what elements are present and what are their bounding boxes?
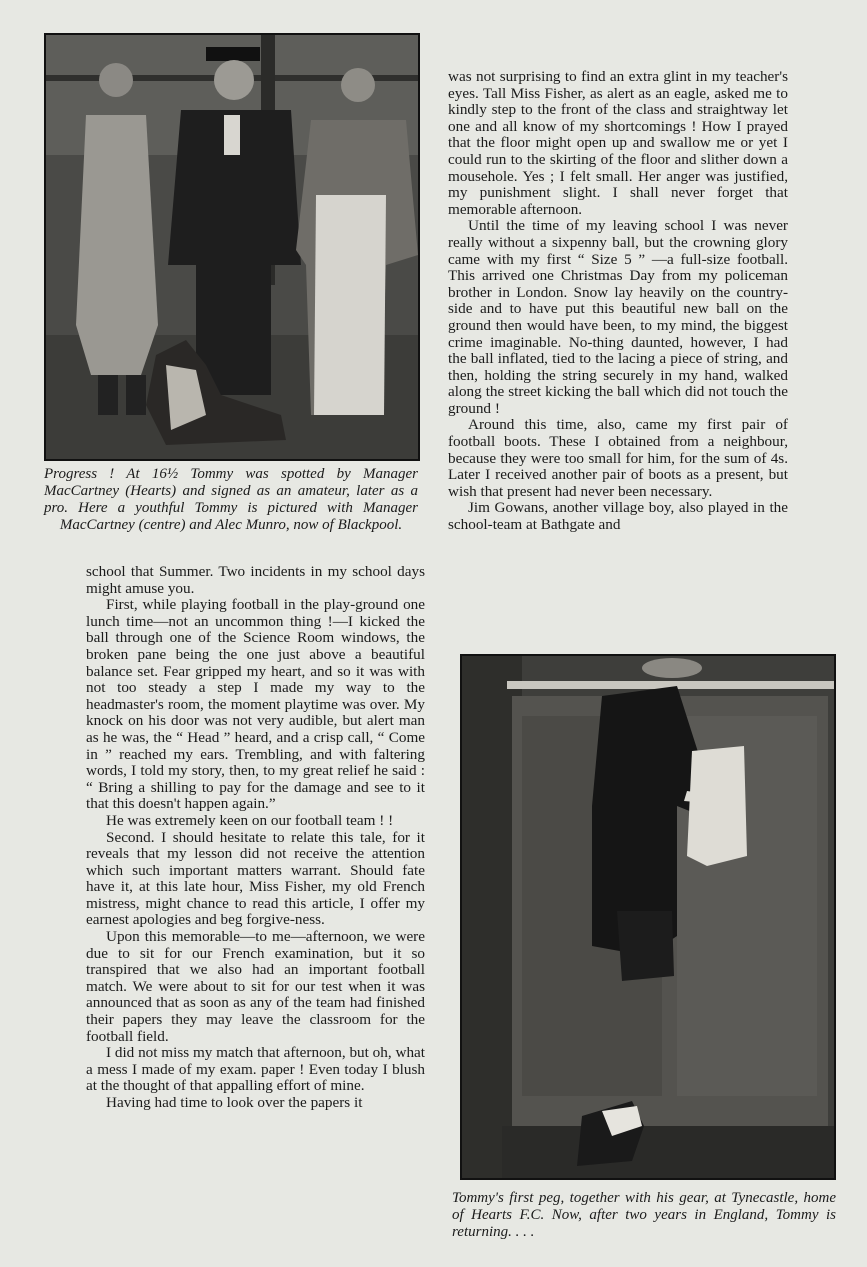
paragraph: school that Summer. Two incidents in my school days might amuse you. (86, 563, 425, 597)
photo-caption-top: Progress ! At 16½ Tommy was spotted by Manager MacCartney (Hearts) and signed as an amateur, later as a pro. Here a youthful Tommy is pictured with Manager MacCartney (centre) and Alec Munro, now of Blackpool. (44, 466, 418, 533)
paragraph: Around this time, also, came my first pair of football boots. These I obtained from a neighbour, because they were too small for him, for the sum of 4s. Later I received another pair of boots as a present, but wish that present had never been necessary. (448, 416, 788, 500)
paragraph: First, while playing football in the play-ground one lunch time—not an uncommon thing !—I kicked the ball through one of the Science Room windows, the broken pane being the one just above a beautiful balance set. Fear gripped my heart, and so it was with not too steady a step I made my way to the headmaster's room, the moment playtime was over. My knock on his door was not very audible, but alert man as he was, the “ Head ” heard, and a crisp call, “ Come in ” reached my ears. Trembling, and with faltering words, I told my story, then, to my great relief he said : “ Bring a shilling to pay for the damage and see to it that this doesn't happen again.” (86, 596, 425, 813)
paragraph: I did not miss my match that afternoon, but oh, what a mess I made of my exam. paper ! Even today I blush at the thought of that appalling effort of mine. (86, 1044, 425, 1095)
photo-illustration (462, 656, 834, 1178)
paragraph: Jim Gowans, another village boy, also played in the school-team at Bathgate and (448, 499, 788, 534)
paragraph: He was extremely keen on our football team ! ! (106, 811, 394, 829)
photo-three-men-with-dog (44, 33, 420, 461)
photo-caption-bottom: Tommy's first peg, together with his gear, at Tynecastle, home of Hearts F.C. Now, after two years in England, Tommy is returning. . . . (452, 1190, 836, 1240)
photo-locker-peg-with-gear (460, 654, 836, 1180)
paragraph: was not surprising to find an extra glint in my teacher's eyes. Tall Miss Fisher, as alert as an eagle, asked me to kindly step to the front of the class and straightway let one and all know of my shortcomings ! How I prayed that the floor might open up and swallow me or yet I could run to the skirting of the floor and slither down a mousehole. Yes ; I felt small. Her anger was justified, my punishment slight. I shall never forget that memorable afternoon. (448, 68, 788, 218)
paragraph: Second. I should hesitate to relate this tale, for it reveals that my lesson did not receive the attention which such important matters warrant. Should fate have it, at this late hour, Miss Fisher, my old French mistress, might chance to read this article, I offer my earnest apologies and beg forgive-ness. (86, 828, 425, 929)
article-right-column (448, 69, 788, 534)
paragraph: Having had time to look over the papers it (106, 1094, 363, 1111)
paragraph: Upon this memorable—to me—afternoon, we were due to sit for our French examination, but it so transpired that we also had an important football match. We were about to sit for our test when it was announced that as soon as any of the team had finished their papers they may leave the classroom for the football field. (86, 928, 425, 1045)
paragraph: Until the time of my leaving school I was never really without a sixpenny ball, but the crowning glory came with my first “ Size 5 ” —a full-size football. This arrived one Christmas Day from my policeman brother in London. Snow lay heavily on the country-side and to have put this beautiful new ball on the ground then would have been, to my mind, the biggest crime imaginable. No-thing daunted, however, I had the ball inflated, tied to the lacing a piece of string, and then, holding the string securely in my hand, walked along the street kicking the ball which did not touch the ground ! (448, 217, 788, 417)
photo-illustration (46, 35, 418, 459)
article-left-column (86, 564, 425, 1112)
